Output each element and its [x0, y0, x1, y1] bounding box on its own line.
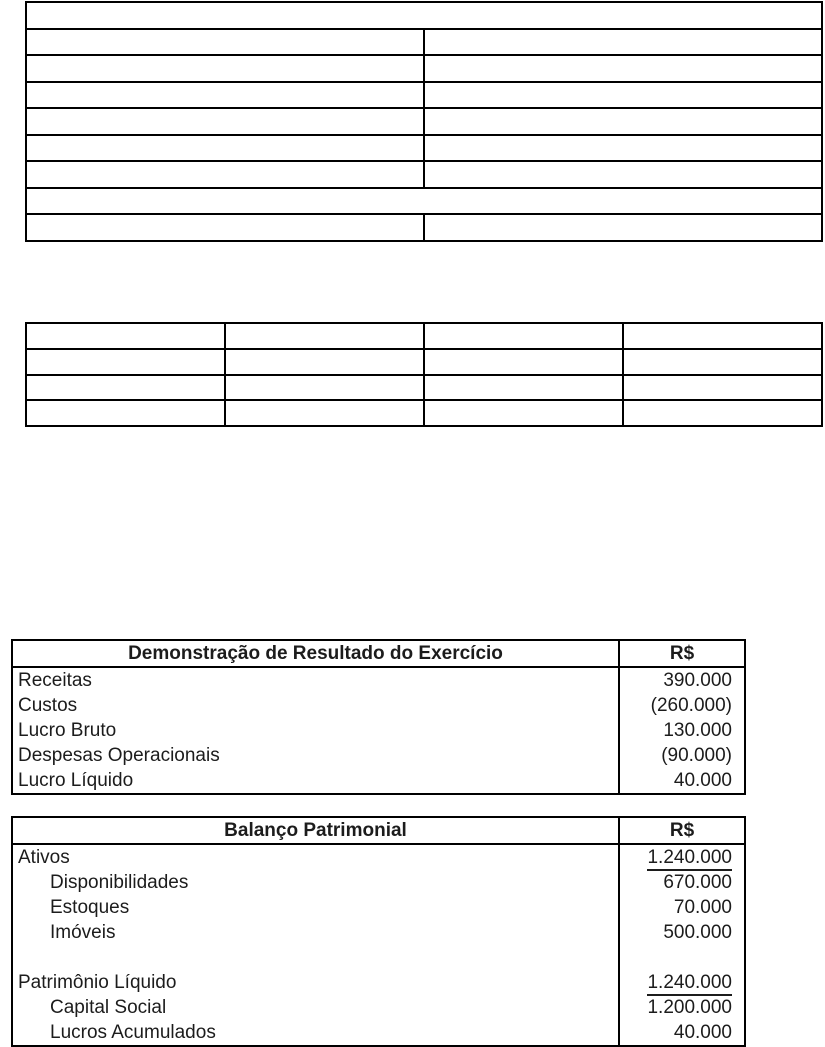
balanco-row-label: Ativos: [18, 847, 70, 868]
balanco-currency-header: R$: [619, 817, 745, 844]
empty-cell: [26, 161, 424, 188]
table-row: [26, 349, 822, 375]
empty-cell: [424, 82, 822, 109]
dre-row-label: Lucro Líquido: [18, 770, 134, 791]
balanco-body-row: [12, 844, 745, 1046]
balanco-title: Balanço Patrimonial: [12, 817, 619, 844]
underlined-total: 1.240.000: [647, 971, 732, 996]
empty-cell: [26, 108, 424, 135]
table-row: [26, 135, 822, 162]
empty-cell: [26, 188, 822, 215]
empty-cell: [424, 323, 623, 349]
empty-cell: [424, 375, 623, 401]
empty-cell: [225, 323, 424, 349]
empty-cell: [26, 323, 225, 349]
table-row: [26, 55, 822, 82]
empty-cell: [26, 55, 424, 82]
empty-cell: [623, 349, 822, 375]
dre-row-label: Receitas: [18, 670, 92, 691]
table-row: [26, 188, 822, 215]
empty-cell: [623, 400, 822, 426]
table-row: [26, 108, 822, 135]
dre-row-value: 130.000: [663, 720, 732, 741]
empty-cell: [26, 82, 424, 109]
empty-cell: [424, 161, 822, 188]
empty-cell: [26, 349, 225, 375]
table-row: [26, 214, 822, 241]
dre-row-value: 390.000: [663, 670, 732, 691]
empty-table-top: [25, 1, 823, 242]
dre-row-value: (260.000): [650, 695, 732, 716]
balanco-row-label: Estoques: [50, 897, 130, 918]
empty-cell: [424, 108, 822, 135]
table-row: [26, 29, 822, 56]
empty-cell: [623, 375, 822, 401]
dre-values-cell: [619, 667, 745, 794]
balanco-row-label: Patrimônio Líquido: [18, 972, 177, 993]
empty-cell: [424, 55, 822, 82]
balanco-row-value: 70.000: [673, 897, 732, 918]
empty-cell: [424, 29, 822, 56]
empty-cell: [424, 135, 822, 162]
balanco-row-label: Lucros Acumulados: [50, 1022, 216, 1043]
dre-currency-header: R$: [619, 640, 745, 667]
balanco-row-label: Capital Social: [50, 997, 167, 1018]
empty-cell: [225, 349, 424, 375]
dre-row-label: Lucro Bruto: [18, 720, 117, 741]
table-row: [26, 323, 822, 349]
table-row: [26, 161, 822, 188]
balanco-table: [11, 816, 746, 1047]
dre-title: Demonstração de Resultado do Exercício: [12, 640, 619, 667]
balanco-row-value: 670.000: [663, 872, 732, 893]
empty-cell: [225, 375, 424, 401]
dre-row-label: Custos: [18, 695, 78, 716]
empty-cell: [424, 400, 623, 426]
empty-cell: [424, 349, 623, 375]
empty-cell: [26, 214, 424, 241]
balanco-blank-line: [13, 945, 618, 970]
empty-cell: [26, 2, 822, 29]
table-row: [26, 2, 822, 29]
balanco-row-value: 40.000: [673, 1022, 732, 1043]
dre-body-row: [12, 667, 745, 794]
dre-header-row: [12, 640, 745, 667]
balanco-values-cell: [619, 844, 745, 1046]
dre-labels-cell: [12, 667, 619, 794]
empty-table-middle: [25, 322, 823, 427]
empty-cell: [26, 135, 424, 162]
empty-cell: [424, 214, 822, 241]
balanco-blank-line: [620, 945, 744, 970]
underlined-total: 1.240.000: [647, 846, 732, 871]
empty-cell: [26, 29, 424, 56]
balanco-labels-cell: [12, 844, 619, 1046]
balanco-row-value: [620, 845, 744, 870]
table-row: [26, 82, 822, 109]
empty-cell: [26, 375, 225, 401]
empty-cell: [225, 400, 424, 426]
balanco-header-row: [12, 817, 745, 844]
balanco-row-value: 500.000: [663, 922, 732, 943]
table-row: [26, 400, 822, 426]
balanco-row-label: Disponibilidades: [50, 872, 189, 893]
empty-cell: [623, 323, 822, 349]
balanco-row-label: Imóveis: [50, 922, 116, 943]
dre-row-value: (90.000): [661, 745, 732, 766]
table-row: [26, 375, 822, 401]
dre-table: [11, 639, 746, 795]
balanco-row-value: 1.200.000: [647, 997, 732, 1018]
dre-row-value: 40.000: [673, 770, 732, 791]
empty-cell: [26, 400, 225, 426]
balanco-row-value: [620, 970, 744, 995]
dre-row-label: Despesas Operacionais: [18, 745, 220, 766]
